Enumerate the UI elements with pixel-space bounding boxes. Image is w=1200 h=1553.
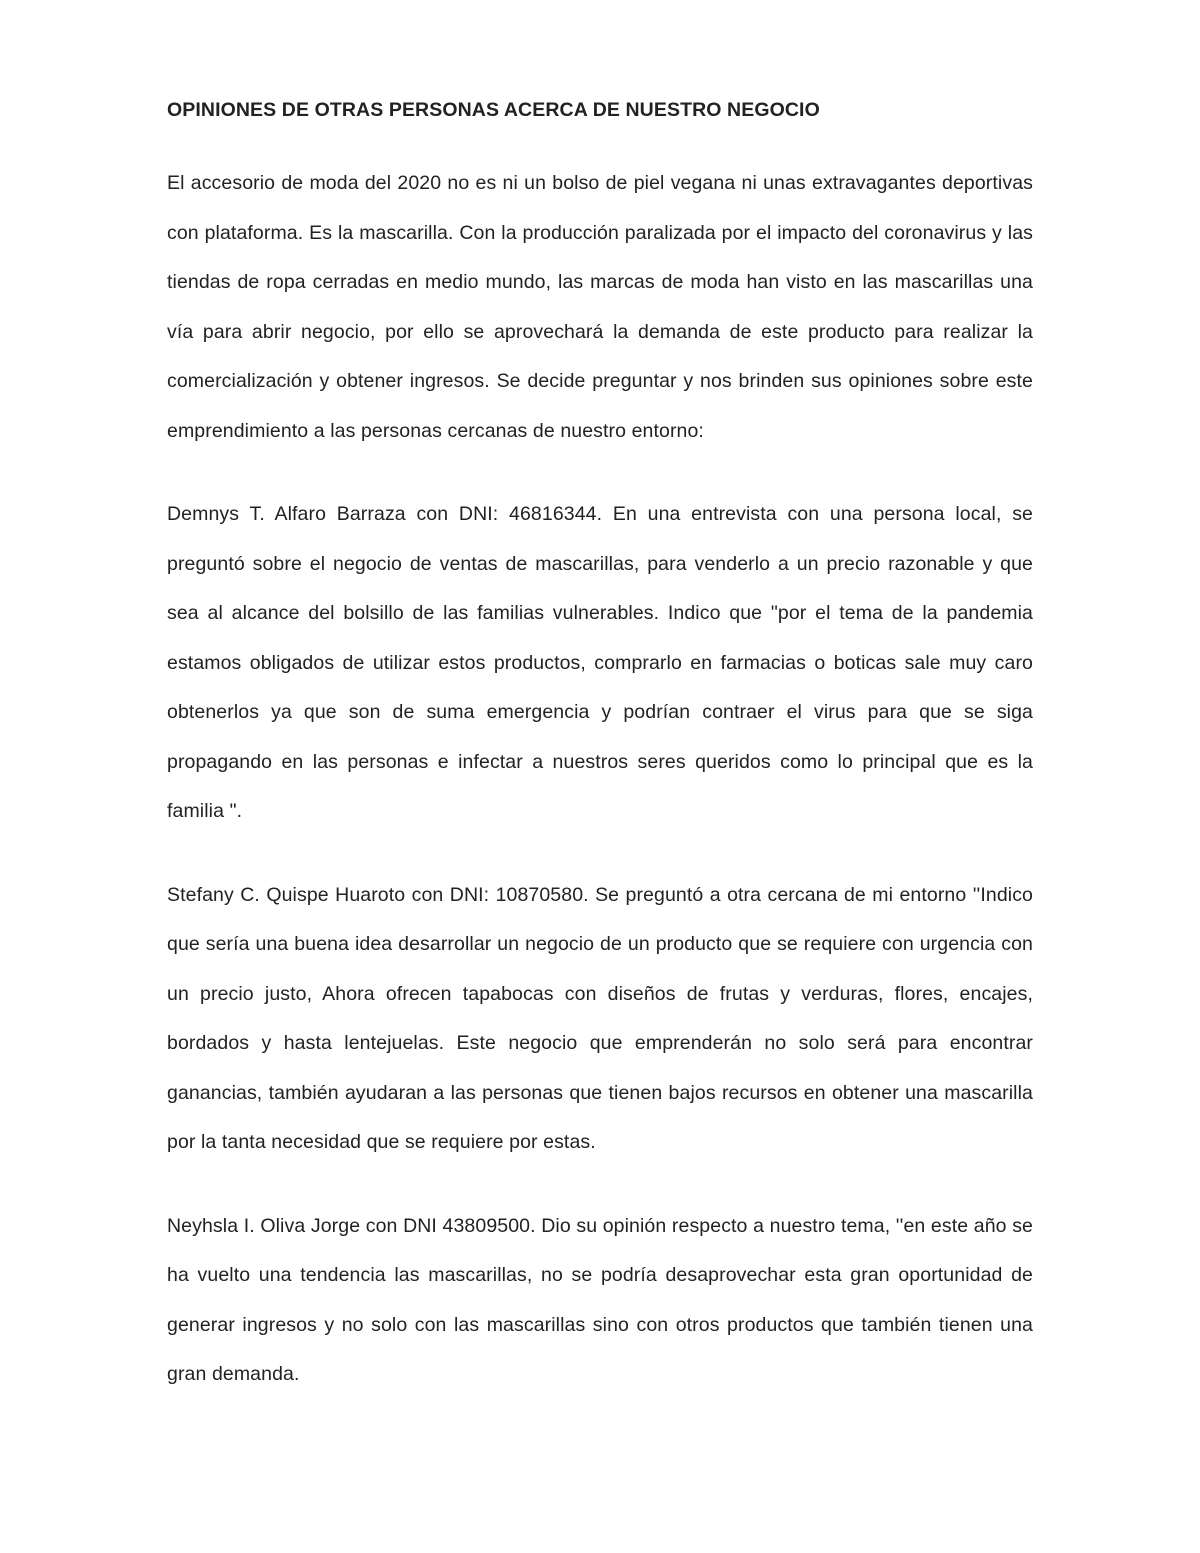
- document-body: [167, 94, 1033, 1400]
- opinion-paragraph-quispe: Stefany C. Quispe Huaroto con DNI: 10870580. Se preguntó a otra cercana de mi entorno ''Indico que sería una buena idea desarrollar un negocio de un producto que se requiere con urgencia con un precio justo, Ahora ofrecen tapabocas con diseños de frutas y verduras, flores, encajes, bordados y hasta lentejuelas. Este negocio que emprenderán no solo será para encontrar ganancias, también ayudaran a las personas que tienen bajos recursos en obtener una mascarilla por la tanta necesidad que se requiere por estas.: [167, 883, 1033, 1153]
- opinion-paragraph-alfaro: Demnys T. Alfaro Barraza con DNI: 46816344. En una entrevista con una persona local, se preguntó sobre el negocio de ventas de mascarillas, para venderlo a un precio razonable y que sea al alcance del bolsillo de las familias vulnerables. Indico que "por el tema de la pandemia estamos obligados de utilizar estos productos, comprarlo en farmacias o boticas sale muy caro obtenerlos ya que son de suma emergencia y podrían contraer el virus para que se siga propagando en las personas e infectar a nuestros seres queridos como lo principal que es la familia ".: [167, 503, 1033, 822]
- intro-paragraph: El accesorio de moda del 2020 no es ni un bolso de piel vegana ni unas extravagantes deportivas con plataforma. Es la mascarilla. Con la producción paralizada por el impacto del coronavirus y las tiendas de ropa cerradas en medio mundo, las marcas de moda han visto en las mascarillas una vía para abrir negocio, por ello se aprovechará la demanda de este producto para realizar la comercialización y obtener ingresos. Se decide preguntar y nos brinden sus opiniones sobre este emprendimiento a las personas cercanas de nuestro entorno:: [167, 172, 1033, 442]
- opinion-paragraph-oliva: Neyhsla I. Oliva Jorge con DNI 43809500. Dio su opinión respecto a nuestro tema, ''en este año se ha vuelto una tendencia las mascarillas, no se podría desaprovechar esta gran oportunidad de generar ingresos y no solo con las mascarillas sino con otros productos que también tienen una gran demanda.: [167, 1214, 1033, 1385]
- document-title: OPINIONES DE OTRAS PERSONAS ACERCA DE NUESTRO NEGOCIO: [167, 99, 820, 121]
